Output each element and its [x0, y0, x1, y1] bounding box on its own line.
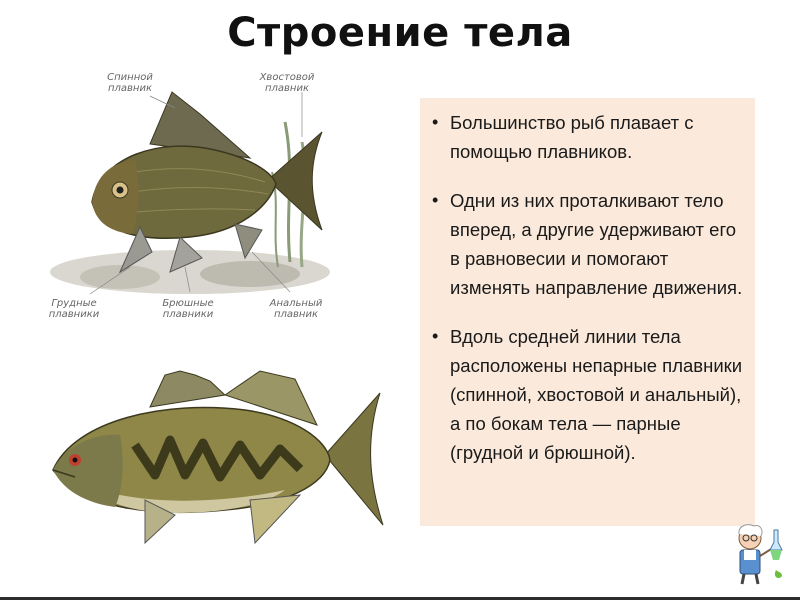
bullet-item: • Большинство рыб плавает с помощью плавников. [428, 108, 743, 166]
bullet-item: • Одни из них проталкивают тело вперед, а другие удерживают его в равновесии и помогают изменять направление движения. [428, 186, 743, 302]
pectoral-fins-label: Грудные плавники [48, 298, 100, 320]
bullet-item: • Вдоль средней линии тела расположены непарные плавники (спинной, хвостовой и анальный), а по бокам тела — парные (грудной и брюшной). [428, 322, 743, 467]
bullet-list [428, 108, 743, 467]
bass-figure [45, 365, 395, 555]
scientist-mascot [724, 520, 788, 586]
ventral-fins-label: Брюшные плавники [162, 298, 214, 320]
carp-diagram [40, 62, 340, 332]
dorsal-fin-label: Спинной плавник [107, 72, 153, 94]
scientist-mascot-icon [724, 520, 788, 586]
slide-title: Строение тела [227, 10, 573, 56]
carp-illustration [40, 62, 340, 332]
text-panel [420, 98, 755, 526]
tail-fin-label: Хвостовой плавник [259, 72, 315, 94]
anal-fin-label: Анальный плавник [269, 298, 323, 320]
bass-illustration [45, 365, 395, 555]
